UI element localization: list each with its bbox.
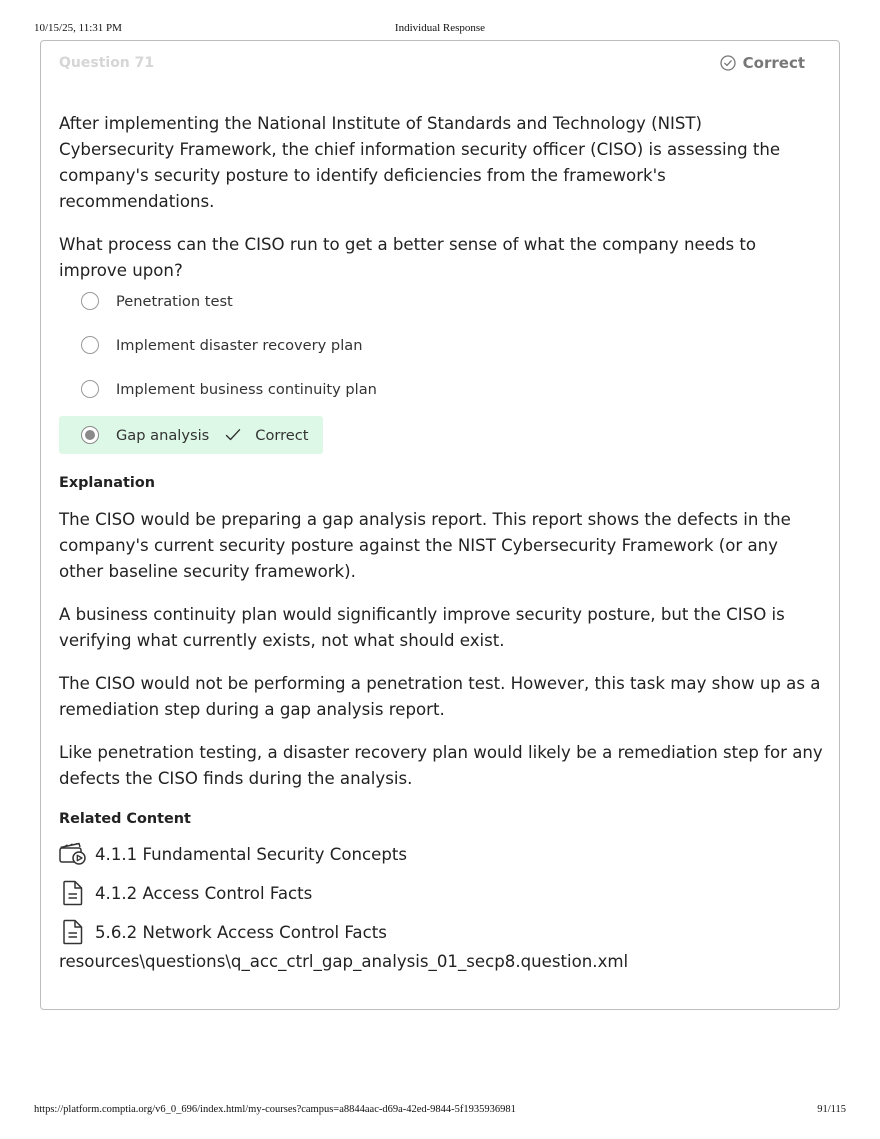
document-icon xyxy=(59,919,87,945)
question-number: Question 71 xyxy=(59,55,155,71)
explanation-body xyxy=(59,507,824,792)
related-content-heading: Related Content xyxy=(59,811,191,827)
video-icon xyxy=(59,841,87,867)
resource-path: resources\questions\q_acc_ctrl_gap_analysis_01_secp8.question.xml xyxy=(59,952,629,971)
status-badge xyxy=(720,54,805,72)
stem-paragraph: What process can the CISO run to get a better sense of what the company needs to improve upon? xyxy=(59,235,757,280)
check-circle-icon xyxy=(720,55,736,71)
radio-button[interactable] xyxy=(81,336,99,354)
explanation-paragraph: A business continuity plan would significantly improve security posture, but the CISO is verifying what currently exists, not what should exist. xyxy=(59,605,785,650)
page-number: 91/115 xyxy=(817,1104,846,1115)
option-label: Implement disaster recovery plan xyxy=(116,336,363,354)
print-url: https://platform.comptia.org/v6_0_696/index.html/my-courses?campus=a8844aac-d69a-42ed-9844-5f1935936981 xyxy=(34,1104,516,1115)
stem-paragraph: After implementing the National Institute of Standards and Technology (NIST) Cybersecurity Framework, the chief information security officer (CISO) is assessing the company's security posture to identify deficiencies from the framework's recommendations. xyxy=(59,114,781,211)
related-link-label[interactable]: 5.6.2 Network Access Control Facts xyxy=(95,922,387,942)
option-label: Implement business continuity plan xyxy=(116,380,377,398)
answer-option-penetration-test[interactable] xyxy=(59,282,233,320)
answer-option-gap-analysis[interactable] xyxy=(59,416,323,454)
related-link-access-control[interactable] xyxy=(59,880,312,906)
question-card xyxy=(40,40,840,1010)
related-link-label[interactable]: 4.1.1 Fundamental Security Concepts xyxy=(95,844,408,864)
related-link-label[interactable]: 4.1.2 Access Control Facts xyxy=(95,883,313,903)
print-title: Individual Response xyxy=(394,22,486,34)
status-label: Correct xyxy=(742,54,805,72)
question-stem xyxy=(59,111,819,284)
radio-button[interactable] xyxy=(81,292,99,310)
option-label: Gap analysis xyxy=(116,426,210,444)
document-icon xyxy=(59,880,87,906)
related-link-fundamental-security[interactable] xyxy=(59,841,407,867)
checkmark-icon xyxy=(225,428,241,442)
radio-button-selected[interactable] xyxy=(81,426,99,444)
option-feedback: Correct xyxy=(255,426,309,444)
explanation-heading: Explanation xyxy=(59,475,155,491)
answer-option-business-continuity[interactable] xyxy=(59,370,377,408)
print-footer xyxy=(34,1104,846,1118)
radio-button[interactable] xyxy=(81,380,99,398)
explanation-paragraph: Like penetration testing, a disaster recovery plan would likely be a remediation step for any defects the CISO finds during the analysis. xyxy=(59,743,823,788)
explanation-paragraph: The CISO would be preparing a gap analysis report. This report shows the defects in the company's current security posture against the NIST Cybersecurity Framework (or any other baseline security framework). xyxy=(59,510,791,581)
related-link-network-access-control[interactable] xyxy=(59,919,387,945)
explanation-paragraph: The CISO would not be performing a penetration test. However, this task may show up as a remediation step during a gap analysis report. xyxy=(59,674,821,719)
print-header xyxy=(34,22,846,36)
option-label: Penetration test xyxy=(116,292,233,310)
print-datetime: 10/15/25, 11:31 PM xyxy=(34,22,122,34)
answer-option-disaster-recovery[interactable] xyxy=(59,326,362,364)
